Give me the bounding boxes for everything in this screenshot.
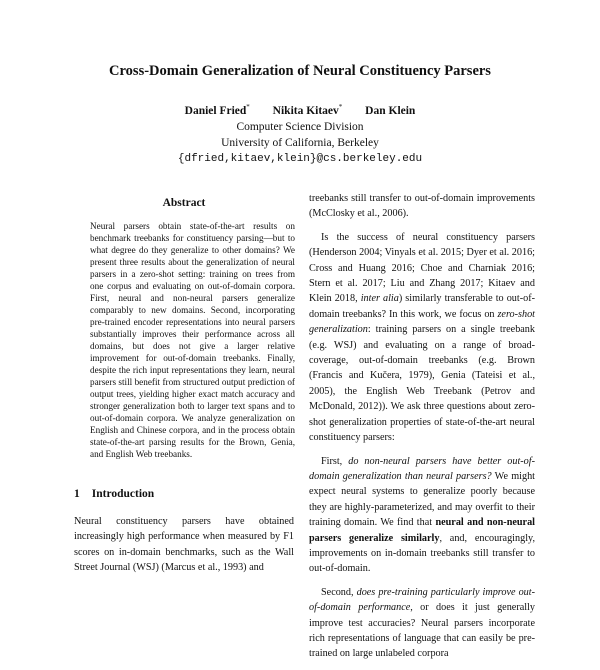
p3-emphasis: do non-neural parsers have better out-of-domain generalization than neural parsers? — [309, 455, 535, 482]
abstract-heading: Abstract — [162, 197, 206, 209]
paragraph-continued: treebanks still transfer to out-of-domain improvements (McClosky et al., 2006). — [309, 193, 535, 220]
paper-title: Cross-Domain Generalization of Neural Constituency Parsers — [109, 63, 491, 79]
p3-text-a: First, — [321, 455, 349, 467]
author-2 — [273, 105, 343, 117]
abstract-text: Neural parsers obtain state-of-the-art results on benchmark treebanks for constituency parsing—but to what degree do they generalize to other domains? We present three results about the generalization of neural parsers in a zero-shot setting: training on trees from one corpus and evaluating on out-of-domain corpora. First, neural and non-neural parsers generalize comparably to new domains. Second, incorporating pre-trained encoder representations into neural parsers substantially improves their performance across all domains, but does not give a larger relative improvement for out-of-domain treebanks. Finally, despite the rich input representations they learn, neural parsers still benefit from structured output prediction of output trees, yielding higher exact match accuracy and stronger generalization both to larger text spans and to out-of-domain corpora. We analyze generalization on English and Chinese corpora, and in the process obtain state-of-the-art parsing results for the Brown, Genia, and English Web treebanks. — [90, 221, 295, 459]
section-heading-introduction — [74, 488, 294, 500]
right-column — [309, 191, 535, 670]
paragraph-second-question — [309, 585, 535, 662]
author-block — [0, 99, 600, 167]
author-2-name: Nikita Kitaev — [272, 104, 339, 117]
p2-text-b: ) similarly transferable to out-of-domain treebanks? In this work, we focus on — [309, 293, 535, 320]
author-names — [0, 99, 600, 119]
section-title: Introduction — [91, 488, 155, 500]
introduction-paragraph: Neural constituency parsers have obtained increasingly high performance when measured by F1 scores on in-domain benchmarks, such as the Wall Street Journal (WSJ) (Marcus et al., 1993) and — [74, 516, 294, 574]
author-1-name: Daniel Fried — [184, 104, 247, 117]
p2-emphasis-b: zero-shot generalization — [309, 308, 535, 336]
author-3-name: Dan Klein — [365, 104, 416, 117]
p2-text-c: : training parsers on a single treebank (e.g. WSJ) and evaluating on a range of broad-coverage, out-of-domain treebanks (e.g. Brown (Francis and Kučera, 1979), Genia (Tateisi et al., 2005), the English Web Treebank (Petrov and McDonald, 2012)). We ask three questions about zero-shot generalization properties of state-of-the-art neural constituency parsers: — [309, 324, 535, 444]
p2-emphasis-a: inter alia — [360, 293, 399, 305]
author-1-mark: * — [246, 103, 250, 111]
p3-text-c: , and, encouragingly, improvements on in-domain treebanks still transfer to out-of-domain. — [309, 532, 536, 575]
author-2-mark: * — [338, 103, 343, 111]
paragraph-first-question — [309, 454, 535, 577]
paragraph-research-question — [309, 230, 535, 446]
p4-emphasis: does pre-training particularly improve out-of-domain performance — [309, 586, 535, 614]
author-3 — [365, 105, 415, 117]
p4-text-b: , or does it just generally improve test accuracies? Neural parsers incorporate rich representations of language that can easily be pre-trained on large unlabeled corpora — [309, 602, 535, 660]
author-1 — [185, 105, 250, 117]
p4-text-a: Second, — [321, 586, 357, 598]
p3-text-b: We might expect neural systems to generalize poorly because they are highly-parameterized, and may overfit to their training domain. We find that — [309, 470, 535, 529]
p2-text-a: Is the success of neural constituency parsers (Henderson 2004; Vinyals et al. 2015; Dyer et al. 2016; Cross and Huang 2016; Choe and Charniak 2016; Stern et al. 2017; Liu and Zhang 2017; Kitaev and Klein 2018, — [309, 231, 535, 305]
affiliation-division: Computer Science Division — [236, 120, 364, 133]
author-emails: {dfried,kitaev,klein}@cs.berkeley.edu — [177, 152, 423, 165]
p3-bold-finding: neural and non-neural parsers generalize similarly — [309, 517, 536, 544]
affiliation-university: University of California, Berkeley — [221, 136, 379, 149]
section-number: 1 — [74, 488, 80, 500]
left-column — [74, 197, 294, 576]
